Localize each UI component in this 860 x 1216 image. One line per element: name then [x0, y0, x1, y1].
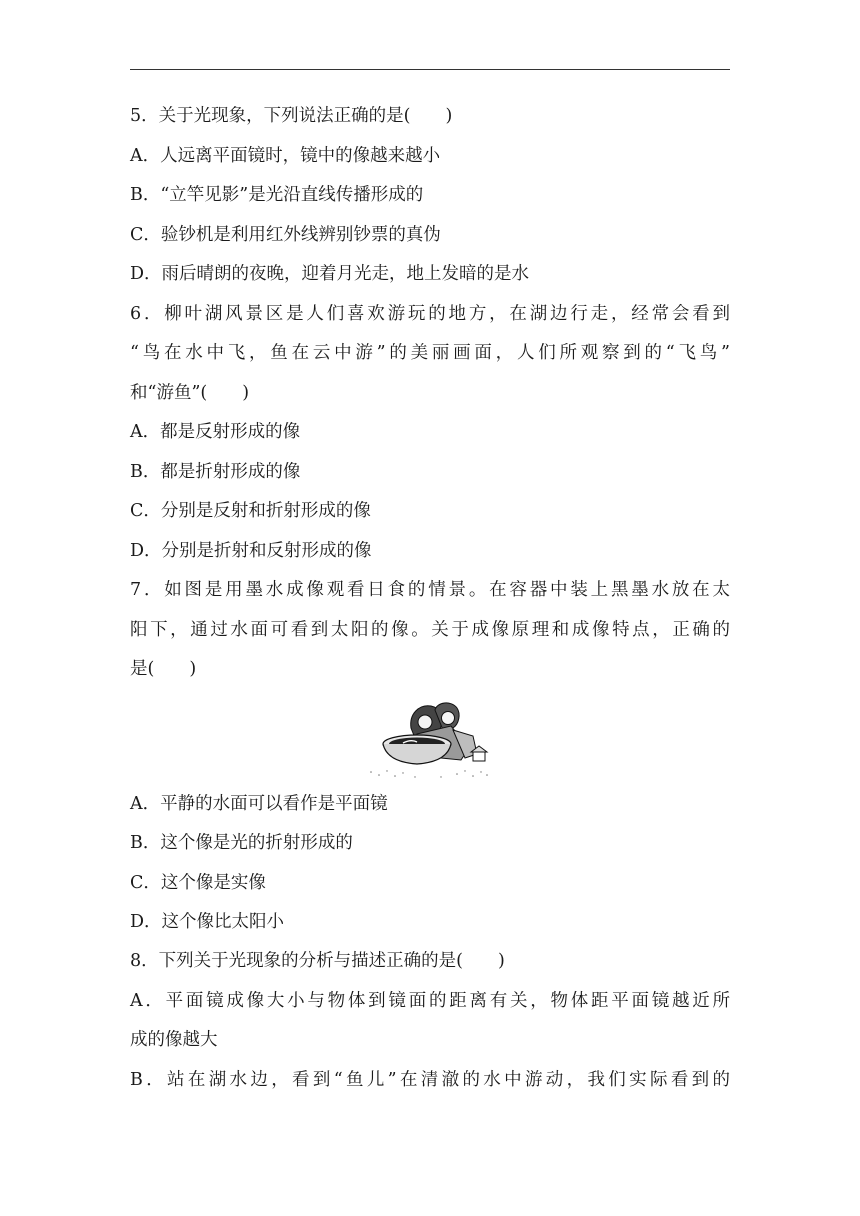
q7-option-c: C．这个像是实像	[130, 873, 266, 893]
q8-option-b-line-1: B．站在湖水边，看到“鱼儿”在清澈的水中游动，我们实际看到的	[130, 1070, 730, 1090]
q6-stem-line-3: 和“游鱼”( )	[130, 383, 250, 403]
q7-option-a: A．平静的水面可以看作是平面镜	[130, 794, 388, 814]
q7-stem-line-3: 是( )	[130, 659, 197, 679]
q6-stem-line-2: “鸟在水中飞，鱼在云中游”的美丽画面，人们所观察到的“飞鸟”	[130, 343, 730, 363]
q6-stem-line-1: 6．柳叶湖风景区是人们喜欢游玩的地方，在湖边行走，经常会看到	[130, 304, 730, 324]
q5-option-b: B．“立竿见影”是光沿直线传播形成的	[130, 185, 424, 205]
q5-option-d: D．雨后晴朗的夜晚，迎着月光走，地上发暗的是水	[130, 264, 530, 284]
eclipse-ink-basin-illustration	[365, 696, 493, 780]
q5-stem: 5．关于光现象，下列说法正确的是( )	[130, 106, 453, 126]
q8-option-a-line-1: A．平面镜成像大小与物体到镜面的距离有关，物体距平面镜越近所	[130, 991, 730, 1011]
q6-option-a: A．都是反射形成的像	[130, 422, 301, 442]
q5-option-c: C．验钞机是利用红外线辨别钞票的真伪	[130, 225, 441, 245]
q6-option-c: C．分别是反射和折射形成的像	[130, 501, 371, 521]
q8-stem: 8．下列关于光现象的分析与描述正确的是( )	[130, 951, 505, 971]
q7-stem-line-1: 7．如图是用墨水成像观看日食的情景。在容器中装上黑墨水放在太	[130, 580, 730, 600]
q6-option-d: D．分别是折射和反射形成的像	[130, 541, 372, 561]
q7-option-b: B．这个像是光的折射形成的	[130, 833, 353, 853]
q7-stem-line-2: 阳下，通过水面可看到太阳的像。关于成像原理和成像特点，正确的	[130, 620, 730, 640]
header-rule	[130, 69, 730, 70]
q6-option-b: B．都是折射形成的像	[130, 462, 301, 482]
q8-option-a-line-2: 成的像越大	[130, 1030, 218, 1050]
q7-option-d: D．这个像比太阳小	[130, 912, 285, 932]
q5-option-a: A．人远离平面镜时，镜中的像越来越小	[130, 146, 441, 166]
